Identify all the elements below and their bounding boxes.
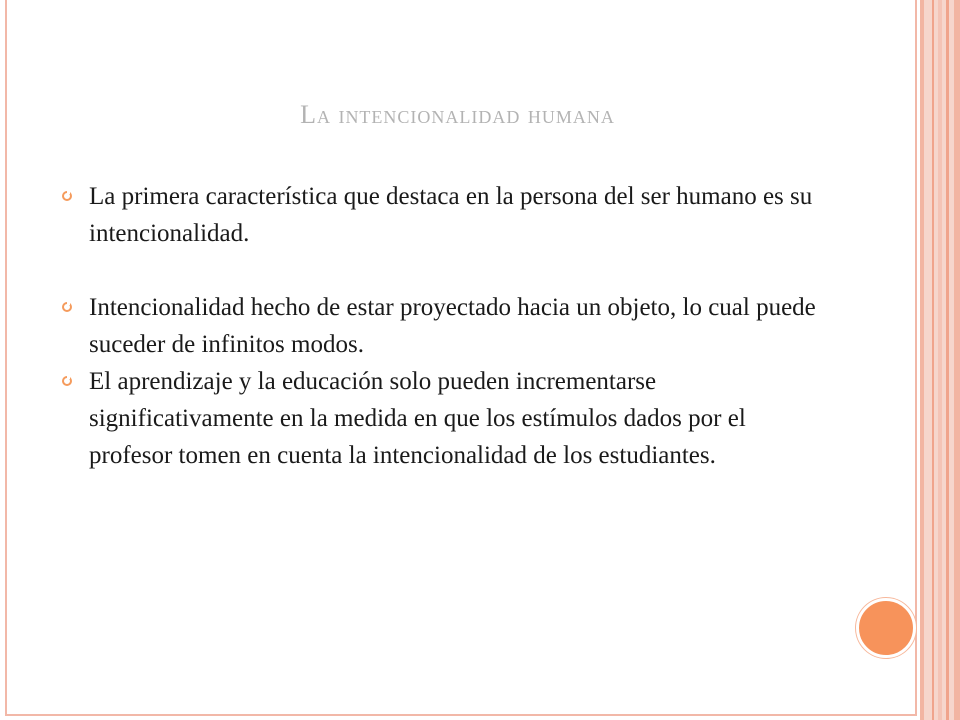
ring-bullet-icon (62, 191, 72, 201)
bullet-item (60, 289, 823, 363)
bullet-item (60, 363, 820, 474)
decorative-circle (856, 598, 916, 658)
stripe (938, 0, 942, 720)
stripe (954, 0, 960, 720)
bullet-text: Intencionalidad hecho de estar proyectado hacia un objeto, lo cual puede suceder de infinitos modos. (89, 294, 823, 358)
stripe (932, 0, 934, 720)
ring-bullet-icon (62, 302, 72, 312)
decorative-stripes (920, 0, 960, 720)
slide-title: La intencionalidad humana (300, 100, 615, 129)
stripe (946, 0, 949, 720)
stripe (920, 0, 924, 720)
ring-bullet-icon (62, 376, 72, 386)
bullet-text: La primera característica que destaca en la persona del ser humano es su intencionalidad. (89, 183, 819, 247)
bullet-item (60, 178, 820, 252)
bullet-text: El aprendizaje y la educación solo pueden incrementarse significativamente en la medida en que los estímulos dados por el profesor tomen en cuenta la intencionalidad de los estudiantes. (89, 368, 753, 469)
bullet-list (60, 178, 823, 474)
